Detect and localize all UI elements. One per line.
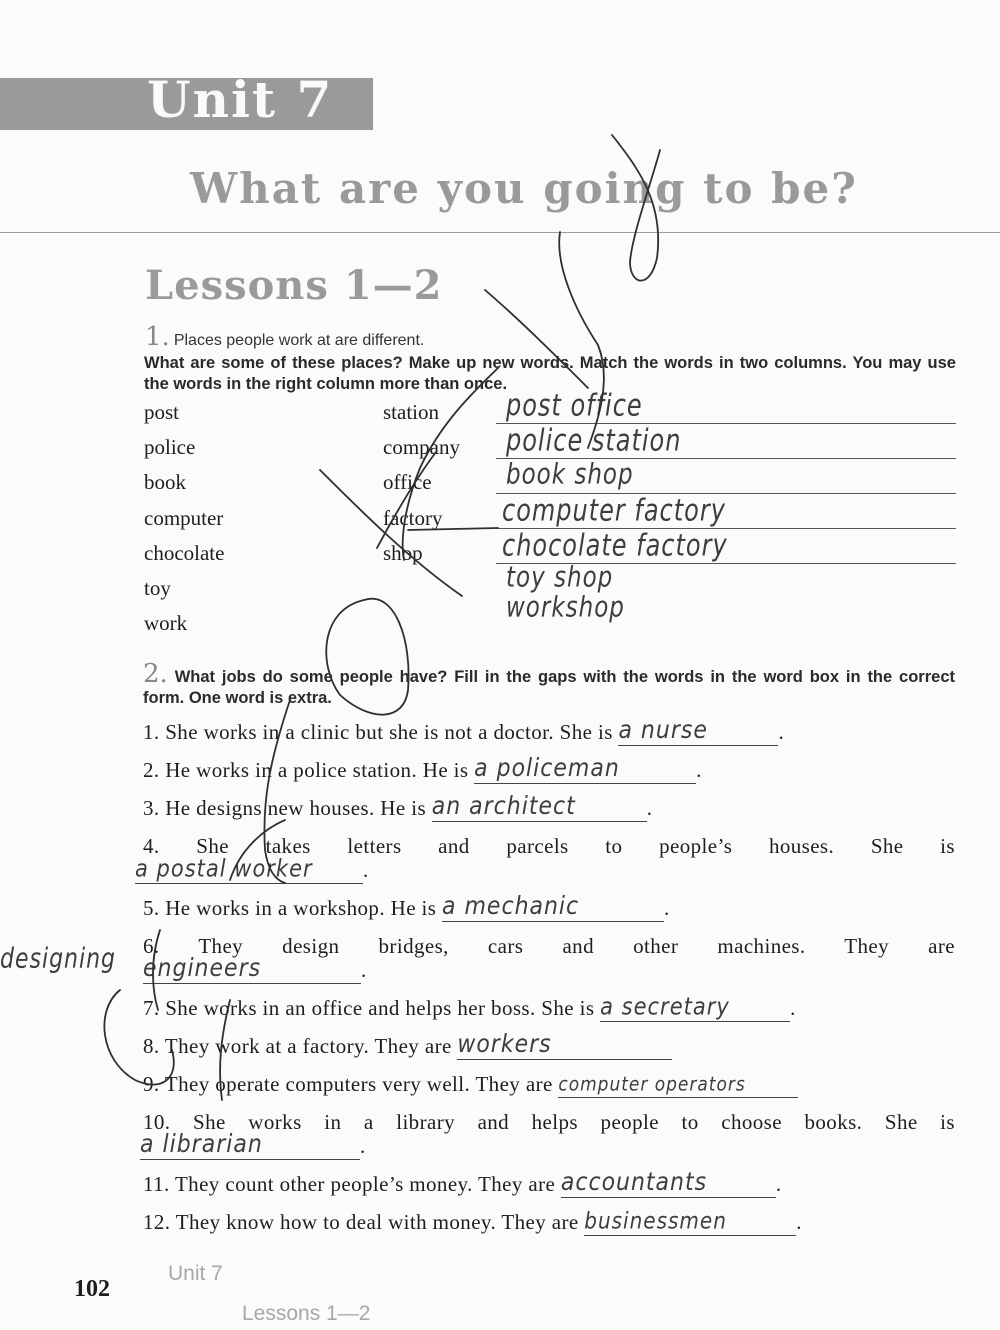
exercise2-instruction (143, 659, 955, 709)
title-divider (0, 232, 1000, 233)
list-item-continuation (143, 954, 367, 984)
handwritten-answer-5: chocolate factory (502, 528, 728, 563)
exercise2-number: 2. (143, 659, 168, 689)
right-word-station: station (383, 400, 439, 424)
right-word-office: office (383, 470, 432, 494)
item-number: 12. (143, 1210, 171, 1234)
item-text: He works in a workshop. He is (165, 896, 437, 920)
item-end: . (363, 858, 369, 882)
handwritten-answer-2: police station (506, 423, 682, 458)
handwritten-answer: businessmen (584, 1206, 727, 1234)
chapter-title: What are you going to be? (190, 164, 858, 213)
item-number: 1. (143, 720, 160, 744)
exercise2-instruction-text: What jobs do some people have? Fill in the gaps with the words in the word box in the correct form. One word is extra. (143, 668, 955, 707)
list-item-continuation (140, 1130, 366, 1160)
handwritten-answer: workers (457, 1030, 552, 1059)
list-item (143, 934, 955, 959)
item-number: 11. (143, 1172, 170, 1196)
item-number: 9. (143, 1072, 160, 1096)
item-text: They know how to deal with money. They are (175, 1210, 579, 1234)
list-item-continuation (135, 854, 369, 884)
handwritten-answer: an architect (431, 792, 576, 821)
right-word-shop: shop (383, 541, 423, 565)
list-item (143, 1110, 955, 1135)
item-number: 10. (143, 1110, 171, 1134)
item-text: They count other people’s money. They are (174, 1172, 556, 1196)
handwritten-answer: computer operators (558, 1073, 746, 1096)
item-text: She works in an office and helps her boss. She is (165, 996, 595, 1020)
list-item (143, 792, 653, 822)
item-end: . (778, 720, 785, 744)
handwritten-answer-1: post office (506, 388, 643, 423)
item-end: . (646, 796, 653, 820)
item-text: They operate computers very well. They are (164, 1072, 553, 1096)
left-word-chocolate: chocolate (144, 541, 225, 565)
left-word-book: book (144, 470, 186, 494)
handwritten-answer: a secretary (600, 992, 730, 1020)
handwritten-answer: a mechanic (442, 892, 580, 921)
handwritten-answer: a nurse (618, 716, 708, 745)
item-text: They work at a factory. They are (164, 1034, 452, 1058)
footer-lessons: Lessons 1—2 (242, 1302, 371, 1325)
item-text: She takes letters and parcels to people’s houses. She is (196, 834, 955, 858)
item-number: 2. (143, 758, 160, 782)
footer-unit: Unit 7 (168, 1262, 223, 1285)
item-end: . (790, 996, 796, 1020)
item-end: . (361, 958, 367, 982)
item-text: She works in a clinic but she is not a doctor. She is (165, 720, 613, 744)
left-word-post: post (144, 400, 180, 424)
handwritten-answer: accountants (560, 1168, 708, 1197)
item-end: . (360, 1134, 366, 1158)
left-word-work: work (144, 611, 188, 635)
item-end: . (775, 1172, 782, 1196)
item-number: 6. (143, 934, 160, 958)
handwritten-answer: engineers (143, 954, 262, 983)
unit-title: Unit 7 (147, 70, 334, 129)
item-number: 4. (143, 834, 160, 858)
list-item (143, 716, 785, 746)
right-word-company: company (383, 435, 460, 459)
list-item (143, 992, 796, 1022)
exercise1-lead: Places people work at are different. (173, 332, 425, 349)
list-item (143, 1030, 672, 1060)
item-end: . (796, 1210, 802, 1234)
handwritten-answer: a librarian (140, 1130, 263, 1159)
left-word-toy: toy (144, 576, 171, 600)
list-item (143, 754, 702, 784)
list-item (143, 892, 670, 922)
item-number: 8. (143, 1034, 160, 1058)
item-end: . (664, 896, 670, 920)
item-text: He designs new houses. He is (165, 796, 427, 820)
handwritten-answer-7: workshop (506, 591, 625, 624)
list-item (143, 1206, 802, 1236)
handwritten-answer-4: computer factory (502, 493, 726, 528)
left-word-police: police (144, 435, 196, 459)
exercise1-instruction: What are some of these places? Make up new words. Match the words in two columns. You may use the words in the right column more than once. (144, 354, 956, 393)
exercise1-number: 1. (145, 322, 170, 352)
handwritten-answer: a postal worker (135, 854, 313, 882)
right-word-factory: factory (383, 506, 443, 530)
handwritten-answer: a policeman (474, 754, 620, 783)
margin-note: designing (0, 943, 117, 975)
list-item (143, 1072, 798, 1098)
list-item (143, 1168, 782, 1198)
left-word-computer: computer (144, 506, 224, 530)
item-number: 5. (143, 896, 160, 920)
lessons-heading: Lessons 1—2 (145, 262, 443, 309)
handwritten-answer-6: toy shop (506, 561, 614, 594)
item-text: He works in a police station. He is (165, 758, 469, 782)
handwritten-answer-3: book shop (506, 458, 634, 491)
item-number: 7. (143, 996, 160, 1020)
exercise1-lead-line (145, 322, 424, 352)
item-text: They design bridges, cars and other machines. They are (198, 934, 955, 958)
page-number: 102 (74, 1276, 110, 1302)
item-end: . (696, 758, 702, 782)
item-text: She works in a library and helps people to choose books. She is (193, 1110, 955, 1134)
item-number: 3. (143, 796, 160, 820)
